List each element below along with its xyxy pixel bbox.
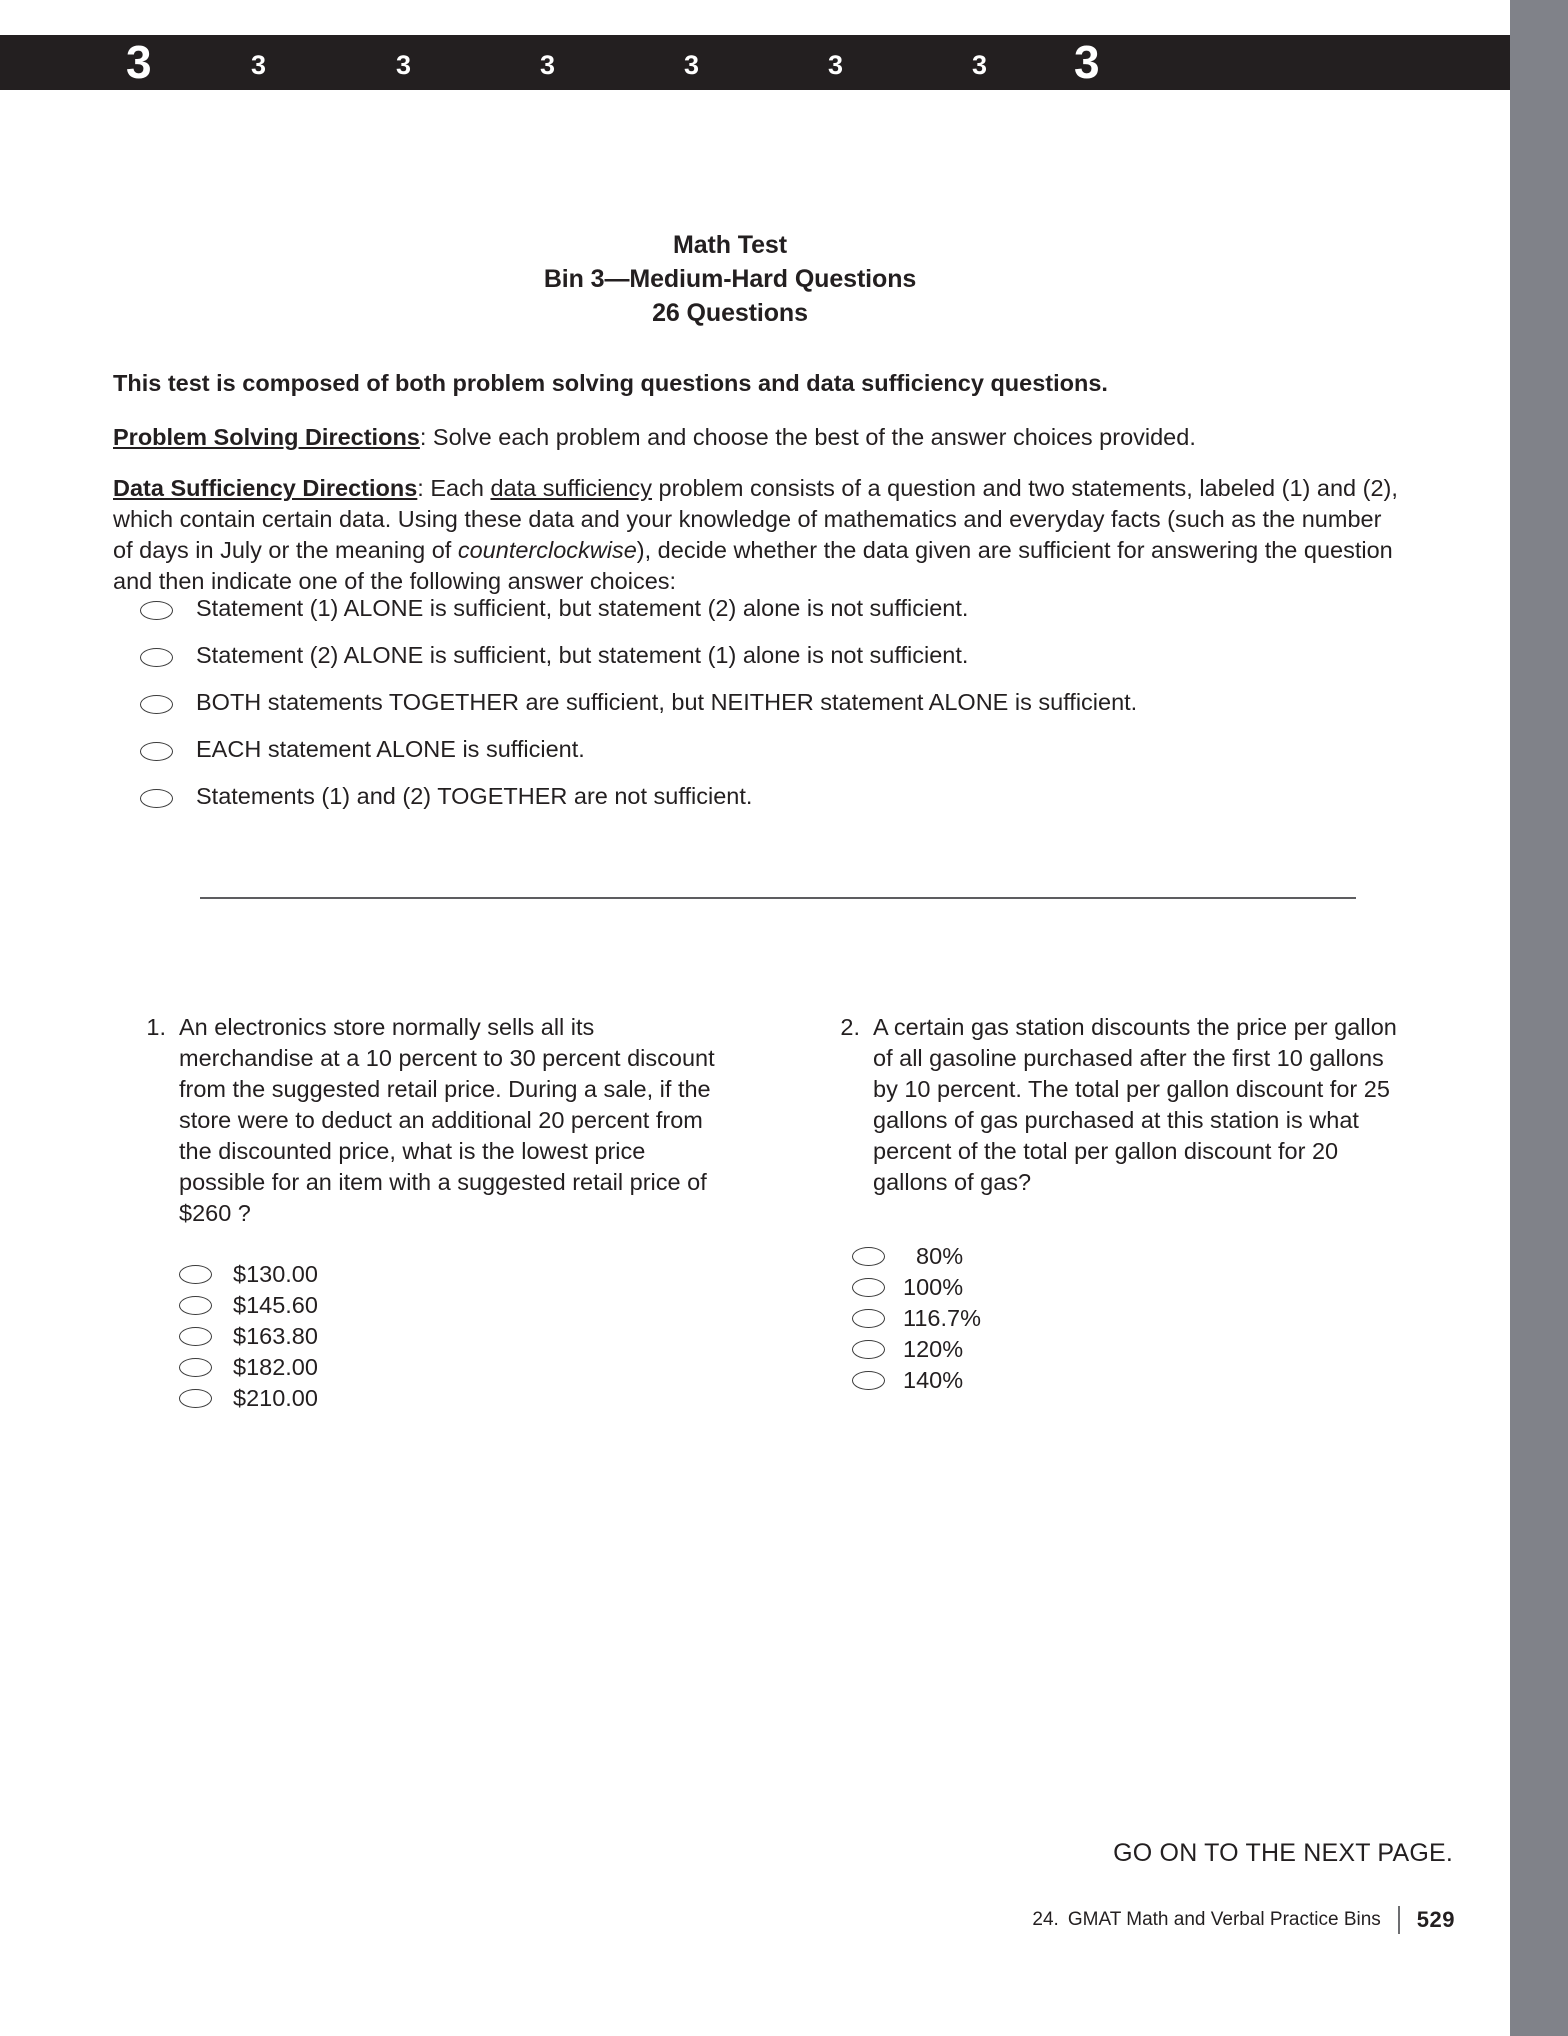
answer-choice-label: $163.80 (233, 1323, 318, 1349)
data-sufficiency-answer-key-list (140, 592, 1390, 827)
direction-choice-label: BOTH statements TOGETHER are sufficient, but NEITHER statement ALONE is sufficient. (196, 689, 1138, 715)
answer-choice[interactable] (179, 1321, 726, 1352)
answer-bubble-icon[interactable] (140, 601, 173, 620)
answer-choice-label: 100% (903, 1274, 964, 1300)
answer-choice-label: $130.00 (233, 1261, 318, 1287)
direction-choice-item[interactable] (140, 639, 1390, 672)
footer-page-number: 529 (1416, 1907, 1455, 1932)
problem-solving-directions (113, 422, 1403, 453)
answer-bubble-icon[interactable] (852, 1278, 885, 1297)
header-numeral: 3 (972, 50, 988, 80)
answer-choice[interactable] (179, 1290, 726, 1321)
header-numeral: 3 (396, 50, 412, 80)
answer-choice[interactable] (852, 1365, 1400, 1396)
direction-choice-item[interactable] (140, 592, 1390, 625)
question-text: An electronics store normally sells all its merchandise at a 10 percent to 30 percent discount from the suggested retail price. During a sale, if the store were to deduct an additional 20 percent from the discounted price, what is the lowest price possible for an item with a suggested retail price of $260 ? (179, 1014, 715, 1226)
direction-choice-label: Statement (1) ALONE is sufficient, but statement (2) alone is not sufficient. (196, 595, 969, 621)
section-header-band (0, 35, 1510, 90)
answer-bubble-icon[interactable] (140, 789, 173, 808)
answer-bubble-icon[interactable] (179, 1327, 212, 1346)
answer-bubble-icon[interactable] (179, 1265, 212, 1284)
title-line-test-name: Math Test (673, 231, 787, 259)
answer-choice[interactable] (179, 1352, 726, 1383)
section-divider (200, 897, 1356, 899)
answer-choice-label: 80% (903, 1243, 964, 1269)
test-composition-note: This test is composed of both problem solving questions and data sufficiency questions. (113, 370, 1108, 396)
page-title (0, 228, 1460, 330)
answer-bubble-icon[interactable] (179, 1296, 212, 1315)
direction-choice-item[interactable] (140, 733, 1390, 766)
question-column-left (126, 1012, 726, 1414)
page-footer (1032, 1906, 1455, 1934)
answer-choice[interactable] (852, 1241, 1400, 1272)
header-numeral: 3 (1074, 36, 1100, 88)
direction-choice-label: Statement (2) ALONE is sufficient, but statement (1) alone is not sufficient. (196, 642, 969, 668)
answer-bubble-icon[interactable] (852, 1371, 885, 1390)
ds-text-part-3: ), decide whether the data given are sufficient for answering the question and then indicate one of the following answer choices: (113, 537, 1393, 594)
ds-underlined-term: data sufficiency (490, 475, 653, 501)
answer-bubble-icon[interactable] (179, 1389, 212, 1408)
problem-solving-text: Solve each problem and choose the best of the answer choices provided. (426, 424, 1196, 450)
ds-text-part-2: problem consists of a question and two statements, labeled (1) and (2), which contain certain data. Using these data and your knowledge of mathematics and everyday facts (such as the number of days in July or the meaning of (113, 475, 1398, 563)
answer-bubble-icon[interactable] (852, 1247, 885, 1266)
answer-bubble-icon[interactable] (179, 1358, 212, 1377)
answer-choice-label: 120% (903, 1336, 964, 1362)
title-line-bin: Bin 3—Medium-Hard Questions (543, 265, 917, 293)
answer-choice[interactable] (852, 1303, 1400, 1334)
answer-choice-label: 140% (903, 1367, 964, 1393)
footer-book-title: GMAT Math and Verbal Practice Bins (1067, 1909, 1381, 1930)
answer-choice-label: 116.7% (903, 1305, 981, 1331)
answer-choice-label: $145.60 (233, 1292, 318, 1318)
header-numeral: 3 (126, 36, 152, 88)
data-sufficiency-directions (113, 473, 1403, 597)
directions-block (113, 368, 1403, 617)
header-numeral: 3 (540, 50, 556, 80)
answer-choice[interactable] (852, 1272, 1400, 1303)
question-text: A certain gas station discounts the price per gallon of all gasoline purchased after the first 10 gallons by 10 percent. The total per gallon discount for 25 gallons of gas purchased at this station is what percent of the total per gallon discount for 20 gallons of gas? (873, 1014, 1397, 1195)
header-numeral: 3 (684, 50, 700, 80)
answer-bubble-icon[interactable] (140, 695, 173, 714)
ds-text-part-1: Each (423, 475, 491, 501)
footer-chapter-number: 24. (1032, 1909, 1059, 1930)
question-2 (820, 1012, 1400, 1198)
question-2-choices (852, 1241, 1400, 1396)
answer-bubble-icon[interactable] (852, 1309, 885, 1328)
question-number: 2. (840, 1014, 860, 1040)
answer-bubble-icon[interactable] (852, 1340, 885, 1359)
direction-choice-label: EACH statement ALONE is sufficient. (196, 736, 585, 762)
answer-bubble-icon[interactable] (140, 742, 173, 761)
answer-choice[interactable] (852, 1334, 1400, 1365)
problem-solving-colon: : (419, 424, 427, 450)
header-numeral: 3 (828, 50, 844, 80)
question-1 (126, 1012, 726, 1229)
answer-choice-label: $210.00 (233, 1385, 318, 1411)
direction-choice-item[interactable] (140, 686, 1390, 719)
question-1-choices (179, 1259, 726, 1414)
ds-italic-term: counterclockwise (457, 537, 637, 563)
title-line-count: 26 Questions (652, 299, 808, 327)
header-numeral: 3 (251, 50, 267, 80)
direction-choice-item[interactable] (140, 780, 1390, 813)
question-column-right (820, 1012, 1400, 1396)
answer-choice[interactable] (179, 1259, 726, 1290)
page-edge-strip (1510, 0, 1568, 2036)
problem-solving-label: Problem Solving Directions (113, 424, 420, 450)
go-on-notice: GO ON TO THE NEXT PAGE. (1113, 1839, 1453, 1867)
data-sufficiency-label: Data Sufficiency Directions (113, 475, 418, 501)
answer-choice[interactable] (179, 1383, 726, 1414)
answer-choice-label: $182.00 (233, 1354, 318, 1380)
direction-choice-label: Statements (1) and (2) TOGETHER are not sufficient. (196, 783, 753, 809)
answer-bubble-icon[interactable] (140, 648, 173, 667)
question-number: 1. (146, 1014, 166, 1040)
footer-separator-rule (1398, 1906, 1400, 1934)
data-sufficiency-colon: : (417, 475, 424, 501)
